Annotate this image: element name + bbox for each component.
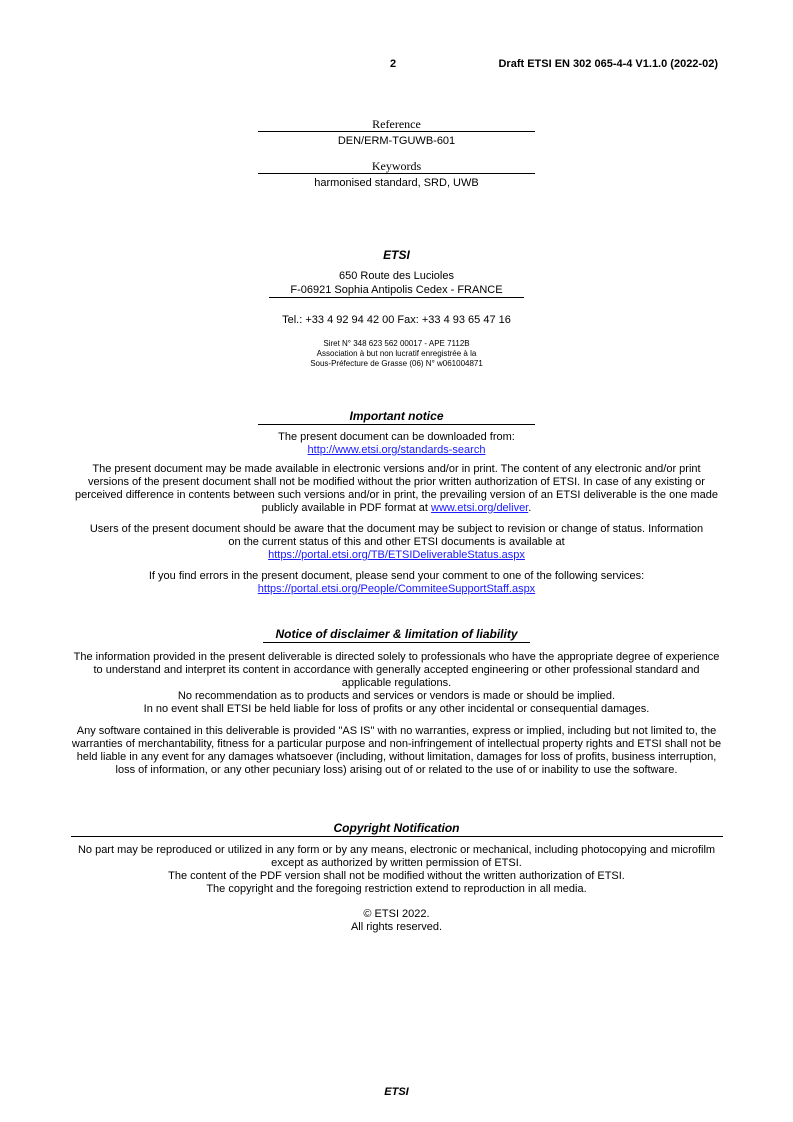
- disclaimer-section: [0, 625, 793, 777]
- disclaimer-text-1: The information provided in the present deliverable is directed solely to professionals who have the appropriate degree of experience to understand and interpret its content in accordance with generally accepted engineering or other professional standard and applicable regulations.: [73, 651, 720, 689]
- page-number: 2: [390, 58, 397, 70]
- etsi-address-line1: 650 Route des Lucioles: [339, 270, 454, 282]
- notice-paragraph-1-text: The present document may be made available in electronic versions and/or in print. The content of any electronic and/or print versions of the present document shall not be modified without the prior written authorization of ETSI. In case of any existing or perceived difference in contents between such versions and/or in print, the prevailing version of an ETSI deliverable is the one made publicly available in PDF format at: [74, 463, 719, 514]
- download-text: The present document can be downloaded from:: [278, 431, 515, 443]
- copyright-section: [0, 820, 793, 934]
- reference-block: [0, 117, 793, 190]
- copyright-title: Copyright Notification: [71, 820, 723, 837]
- copyright-line-3: The copyright and the foregoing restriction extend to reproduction in all media.: [206, 883, 587, 895]
- all-rights-reserved: All rights reserved.: [350, 921, 443, 933]
- disclaimer-paragraph-2: Any software contained in this deliverable is provided "AS IS" with no warranties, express or implied, including but not limited to, the warranties of merchantability, fitness for a particular purpose and non-infringement of intellectual property rights and ETSI shall not be held liable in any event for any damages whatsoever (including, without limitation, damages for loss of profits, business interruption, loss of information, or any other pecuniary loss) arising out of or related to the use of or inability to use the software.: [71, 725, 722, 776]
- copyright-line-1: No part may be reproduced or utilized in any form or by any means, electronic or mechanical, including photocopying and microfilm except as authorized by written permission of ETSI.: [77, 844, 716, 869]
- disclaimer-text-2: No recommendation as to products and services or vendors is made or should be implied.: [177, 690, 616, 702]
- notice-paragraph-3-text: If you find errors in the present document, please send your comment to one of the following services:: [148, 570, 645, 582]
- etsi-address-block: [0, 248, 793, 369]
- download-link[interactable]: http://www.etsi.org/standards-search: [307, 444, 486, 456]
- etsi-tel-fax: Tel.: +33 4 92 94 42 00 Fax: +33 4 93 65 47 16: [282, 314, 511, 326]
- keywords-label: Keywords: [258, 159, 535, 174]
- footer-etsi: ETSI: [384, 1086, 409, 1098]
- etsi-address-line2: F-06921 Sophia Antipolis Cedex - FRANCE: [269, 283, 524, 298]
- status-link[interactable]: https://portal.etsi.org/TB/ETSIDeliverableStatus.aspx: [268, 549, 525, 561]
- notice-paragraph-1: [72, 463, 722, 515]
- copyright-line-2: The content of the PDF version shall not be modified without the written authorization of ETSI.: [168, 870, 625, 882]
- notice-paragraph-2-text: Users of the present document should be aware that the document may be subject to revision or change of status. Information on the current status of this and other ETSI documents is available at: [89, 523, 704, 548]
- notice-paragraph-1-end: .: [528, 502, 532, 514]
- etsi-prefecture: Sous-Préfecture de Grasse (06) N° w061004871: [310, 359, 483, 368]
- disclaimer-title: Notice of disclaimer & limitation of liability: [263, 627, 529, 643]
- keywords-value: harmonised standard, SRD, UWB: [314, 177, 479, 189]
- deliver-link[interactable]: www.etsi.org/deliver: [431, 502, 529, 514]
- etsi-siret: Siret N° 348 623 562 00017 - APE 7112B: [323, 339, 470, 348]
- etsi-association: Association à but non lucratif enregistrée à la: [316, 349, 477, 358]
- document-title: Draft ETSI EN 302 065-4-4 V1.1.0 (2022-02): [498, 58, 718, 70]
- support-staff-link[interactable]: https://portal.etsi.org/People/CommiteeSupportStaff.aspx: [257, 583, 536, 595]
- disclaimer-paragraph-1: [72, 651, 722, 716]
- disclaimer-text-3: In no event shall ETSI be held liable for loss of profits or any other incidental or consequential damages.: [143, 703, 650, 715]
- important-notice-section: [0, 408, 793, 596]
- notice-paragraph-3: [67, 570, 727, 596]
- reference-value: DEN/ERM-TGUWB-601: [337, 135, 456, 147]
- copyright-notice: © ETSI 2022.: [363, 908, 430, 920]
- notice-paragraph-2: [87, 523, 707, 562]
- important-notice-title: Important notice: [258, 408, 535, 425]
- reference-label: Reference: [258, 117, 535, 132]
- etsi-name: ETSI: [383, 248, 410, 262]
- copyright-text: [72, 844, 722, 896]
